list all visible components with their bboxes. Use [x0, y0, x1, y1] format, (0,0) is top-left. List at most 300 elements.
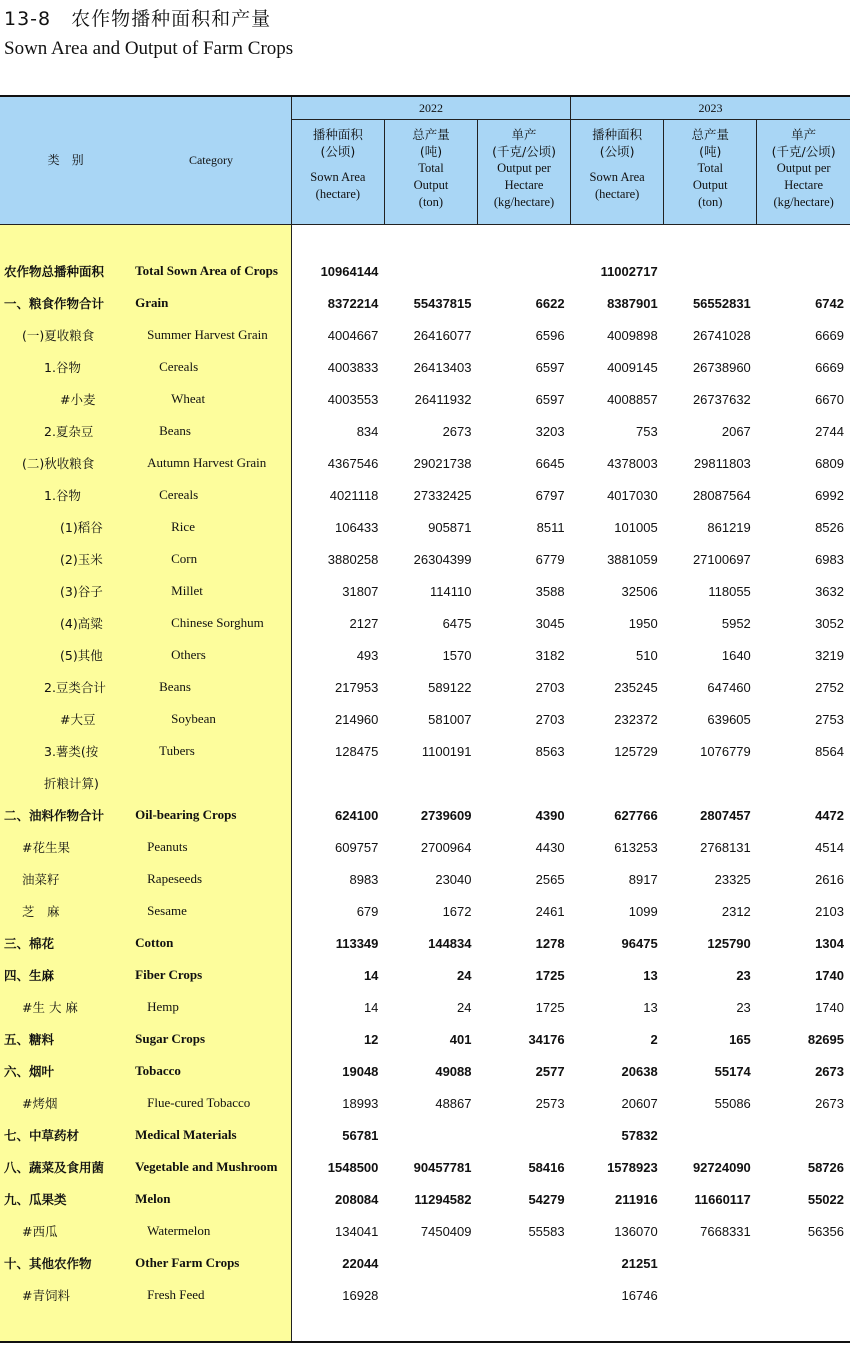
table-cell: 3052: [815, 615, 844, 631]
table-cell: 55022: [807, 1191, 844, 1207]
table-cell: 6597: [535, 359, 565, 375]
table-cell: 1570: [442, 647, 472, 663]
table-cell: [478, 1119, 571, 1151]
table-row: [0, 1279, 850, 1311]
table-cell: 613253: [614, 839, 658, 855]
table-row: [0, 319, 850, 351]
header-category-en: Category: [131, 96, 291, 225]
table-cell: 3219: [815, 647, 844, 663]
row-label-en: Beans: [131, 671, 291, 703]
table-row: [0, 991, 850, 1023]
header-year-2022: 2022: [291, 96, 570, 120]
table-cell: 2744: [815, 423, 844, 439]
row-label-cn: (二)秋收粮食: [0, 447, 131, 479]
row-label-cn: 一、粮食作物合计: [0, 287, 131, 319]
table-cell: [384, 1247, 477, 1279]
table-cell: [384, 255, 477, 287]
table-cell: 106433: [291, 511, 384, 543]
row-label-en: Cereals: [131, 479, 291, 511]
row-label-en: Peanuts: [131, 831, 291, 863]
table-row: [0, 927, 850, 959]
table-row: [0, 1151, 850, 1183]
row-label-en: Rice: [131, 511, 291, 543]
row-label-en: Cotton: [131, 927, 291, 959]
table-row: [0, 511, 850, 543]
table-cell: 7450409: [420, 1223, 472, 1239]
table-cell: [478, 1247, 571, 1279]
table-cell: 6809: [815, 455, 844, 471]
row-label-cn: 十、其他农作物: [0, 1247, 131, 1279]
table-cell: 2616: [815, 871, 844, 887]
row-label-cn: 四、生麻: [0, 959, 131, 991]
table-cell: 6779: [535, 551, 565, 567]
table-cell: 16928: [291, 1279, 384, 1311]
table-row: [0, 1215, 850, 1247]
table-cell: 48867: [435, 1095, 472, 1111]
table-cell: 56552831: [692, 295, 751, 311]
table-cell: 1950: [628, 615, 658, 631]
table-cell: 2127: [291, 607, 384, 639]
table-cell: [384, 1279, 477, 1311]
table-cell: [384, 1119, 477, 1151]
table-cell: 8917: [628, 871, 658, 887]
table-cell: [478, 255, 571, 287]
table-cell: 4004667: [291, 319, 384, 351]
table-cell: 1740: [815, 967, 844, 983]
table-cell: 26416077: [413, 327, 472, 343]
header-col-output-per-hectare: 单产 (千克/公顷) Output per Hectare (kg/hectare): [478, 120, 571, 225]
table-cell: [664, 767, 757, 799]
table-cell: 125790: [707, 935, 751, 951]
table-cell: 125729: [614, 743, 658, 759]
row-label-en: Soybean: [131, 703, 291, 735]
table-cell: 11294582: [414, 1191, 472, 1207]
row-label-en: Chinese Sorghum: [131, 607, 291, 639]
table-cell: 2: [650, 1031, 658, 1047]
row-label-en: Corn: [131, 543, 291, 575]
table-cell: 24: [457, 999, 472, 1015]
table-cell: 19048: [291, 1055, 384, 1087]
table-cell: 13: [643, 999, 658, 1015]
table-cell: 6992: [815, 487, 844, 503]
table-cell: 4367546: [291, 447, 384, 479]
row-label-en: Vegetable and Mushroom: [131, 1151, 291, 1183]
table-cell: [478, 767, 571, 799]
header-col-total-output: 总产量 (吨) Total Output (ton): [664, 120, 757, 225]
table-cell: [757, 1119, 850, 1151]
table-cell: 26411932: [414, 391, 472, 407]
table-row: [0, 543, 850, 575]
table-cell: 581007: [428, 711, 472, 727]
row-label-en: Medical Materials: [131, 1119, 291, 1151]
table-row: [0, 1119, 850, 1151]
table-cell: 14: [291, 991, 384, 1023]
table-row: [0, 959, 850, 991]
table-cell: 2312: [721, 903, 751, 919]
row-label-en: Hemp: [131, 991, 291, 1023]
row-label-cn: #花生果: [0, 831, 131, 863]
table-cell: 753: [635, 423, 658, 439]
table-cell: 3632: [815, 583, 844, 599]
table-cell: 55174: [714, 1063, 751, 1079]
table-cell: 7668331: [700, 1223, 751, 1239]
table-cell: 56781: [291, 1119, 384, 1151]
table-cell: 4430: [535, 839, 565, 855]
table-cell: [664, 1247, 757, 1279]
table-cell: 2739609: [420, 807, 472, 823]
table-cell: [664, 1119, 757, 1151]
table-cell: 232372: [614, 711, 658, 727]
table-row: [0, 863, 850, 895]
table-cell: 1304: [815, 935, 844, 951]
table-cell: 834: [291, 415, 384, 447]
table-row: [0, 351, 850, 383]
row-label-en: Fiber Crops: [131, 959, 291, 991]
table-cell: 26304399: [413, 551, 472, 567]
row-label-cn: 九、瓜果类: [0, 1183, 131, 1215]
table-cell: 1672: [442, 903, 472, 919]
row-label-cn: #大豆: [0, 703, 131, 735]
table-cell: [757, 767, 850, 799]
row-label-cn: 3.薯类(按: [0, 735, 131, 767]
table-row: [0, 1087, 850, 1119]
table-cell: 24: [457, 967, 472, 983]
table-cell: 208084: [291, 1183, 384, 1215]
table-cell: [757, 1247, 850, 1279]
table-cell: 235245: [614, 679, 658, 695]
table-cell: 8511: [536, 519, 565, 535]
table-cell: [478, 1279, 571, 1311]
table-row: [0, 639, 850, 671]
table-cell: 4017030: [607, 487, 658, 503]
row-label-en: [131, 767, 291, 799]
table-cell: 101005: [614, 519, 658, 535]
row-label-cn: (3)谷子: [0, 575, 131, 607]
table-cell: 1076779: [700, 743, 751, 759]
table-cell: 2067: [721, 423, 751, 439]
row-label-en: Millet: [131, 575, 291, 607]
table-cell: 26737632: [692, 391, 751, 407]
table-cell: 2752: [815, 679, 844, 695]
table-cell: 1100191: [421, 743, 472, 759]
table-row: [0, 383, 850, 415]
row-label-en: Sesame: [131, 895, 291, 927]
table-cell: 4008857: [607, 391, 658, 407]
table-cell: 20607: [621, 1095, 658, 1111]
row-label-en: Flue-cured Tobacco: [131, 1087, 291, 1119]
table-cell: 6983: [815, 551, 844, 567]
table-cell: 2565: [535, 871, 565, 887]
row-label-cn: 芝 麻: [0, 895, 131, 927]
table-cell: 8563: [535, 743, 565, 759]
table-cell: 114110: [430, 583, 472, 599]
table-cell: 58726: [807, 1159, 844, 1175]
table-cell: 861219: [707, 519, 751, 535]
table-cell: 3588: [535, 583, 565, 599]
table-cell: 165: [729, 1031, 751, 1047]
table-cell: 4472: [815, 807, 844, 823]
row-label-en: Rapeseeds: [131, 863, 291, 895]
table-cell: 3182: [535, 647, 565, 663]
table-cell: [757, 255, 850, 287]
table-cell: 2461: [535, 903, 565, 919]
spacer-row: [0, 225, 850, 256]
header-category-cn: 类 别: [0, 96, 131, 225]
table-cell: 624100: [291, 799, 384, 831]
table-row: [0, 1183, 850, 1215]
table-cell: 214960: [291, 703, 384, 735]
table-cell: 3881059: [607, 551, 658, 567]
table-cell: 16746: [621, 1287, 658, 1303]
table-cell: 1278: [535, 935, 565, 951]
table-cell: 8983: [291, 863, 384, 895]
table-cell: 2673: [442, 423, 472, 439]
table-cell: 23040: [435, 871, 472, 887]
row-label-en: Others: [131, 639, 291, 671]
table-cell: 905871: [428, 519, 472, 535]
table-row: [0, 447, 850, 479]
table-cell: 29021738: [413, 455, 472, 471]
table-cell: 56356: [807, 1223, 844, 1239]
row-label-en: Watermelon: [131, 1215, 291, 1247]
table-cell: 136070: [614, 1223, 658, 1239]
table-cell: [291, 767, 384, 799]
header-col-sown-area: 播种面积 (公顷) Sown Area (hectare): [291, 120, 384, 225]
row-label-cn: 2.夏杂豆: [0, 415, 131, 447]
table-cell: 34176: [528, 1031, 565, 1047]
table-cell: 31807: [291, 575, 384, 607]
table-cell: 3203: [535, 423, 565, 439]
row-label-cn: (2)玉米: [0, 543, 131, 575]
table-row: [0, 479, 850, 511]
table-cell: [664, 1279, 757, 1311]
table-cell: 6669: [815, 327, 844, 343]
table-cell: 5952: [721, 615, 751, 631]
row-label-en: Autumn Harvest Grain: [131, 447, 291, 479]
table-cell: 1640: [721, 647, 751, 663]
row-label-en: Oil-bearing Crops: [131, 799, 291, 831]
table-cell: 22044: [291, 1247, 384, 1279]
table-body: [0, 225, 850, 1343]
table-cell: 26738960: [692, 359, 751, 375]
table-cell: 401: [449, 1031, 472, 1047]
table-cell: 639605: [707, 711, 751, 727]
table-cell: 1725: [535, 999, 565, 1015]
row-label-en: Total Sown Area of Crops: [131, 255, 291, 287]
table-cell: 2703: [535, 711, 565, 727]
crops-table: [0, 95, 850, 1343]
row-label-en: Other Farm Crops: [131, 1247, 291, 1279]
row-label-cn: 油菜籽: [0, 863, 131, 895]
table-cell: 90457781: [413, 1159, 472, 1175]
table-cell: 4003553: [291, 383, 384, 415]
table-header: [0, 96, 850, 225]
table-title-cn: 13-8 农作物播种面积和产量: [4, 8, 272, 30]
table-cell: 493: [291, 639, 384, 671]
table-cell: 6742: [815, 295, 844, 311]
table-cell: 144834: [428, 935, 472, 951]
table-row: [0, 671, 850, 703]
table-cell: 20638: [621, 1063, 658, 1079]
table-cell: 11002717: [600, 263, 658, 279]
table-cell: 2768131: [700, 839, 751, 855]
table-cell: 8372214: [291, 287, 384, 319]
table-cell: 1740: [815, 999, 844, 1015]
table-cell: 2807457: [700, 807, 751, 823]
table-cell: 2573: [535, 1095, 565, 1111]
table-cell: 4009898: [607, 327, 658, 343]
table-row: [0, 1023, 850, 1055]
table-cell: 54279: [528, 1191, 565, 1207]
table-cell: 10964144: [291, 255, 384, 287]
table-cell: 29811803: [693, 455, 751, 471]
table-row: [0, 735, 850, 767]
table-cell: 49088: [435, 1063, 472, 1079]
row-label-en: Tubers: [131, 735, 291, 767]
table-cell: 26741028: [692, 327, 751, 343]
row-label-en: Beans: [131, 415, 291, 447]
table-cell: 6596: [535, 327, 565, 343]
row-label-cn: 三、棉花: [0, 927, 131, 959]
row-label-en: Melon: [131, 1183, 291, 1215]
row-label-cn: 五、糖料: [0, 1023, 131, 1055]
row-label-en: Cereals: [131, 351, 291, 383]
row-label-cn: #烤烟: [0, 1087, 131, 1119]
row-label-cn: 六、烟叶: [0, 1055, 131, 1087]
table-cell: 6475: [442, 615, 472, 631]
row-label-cn: 折粮计算): [0, 767, 131, 799]
row-label-cn: #生 大 麻: [0, 991, 131, 1023]
table-cell: 4378003: [607, 455, 658, 471]
table-cell: 679: [291, 895, 384, 927]
table-row: [0, 767, 850, 799]
table-cell: 12: [291, 1023, 384, 1055]
row-label-cn: (5)其他: [0, 639, 131, 671]
table-cell: 2673: [815, 1095, 844, 1111]
table-cell: 6669: [815, 359, 844, 375]
row-label-en: Wheat: [131, 383, 291, 415]
row-label-cn: 二、油料作物合计: [0, 799, 131, 831]
table-cell: [571, 767, 664, 799]
table-cell: 11660117: [694, 1191, 751, 1207]
table-cell: 4003833: [291, 351, 384, 383]
row-label-cn: 2.豆类合计: [0, 671, 131, 703]
header-year-2023: 2023: [571, 96, 850, 120]
row-label-en: Sugar Crops: [131, 1023, 291, 1055]
table-cell: 21251: [621, 1255, 658, 1271]
table-cell: 8526: [815, 519, 844, 535]
table-cell: 217953: [291, 671, 384, 703]
row-label-en: Summer Harvest Grain: [131, 319, 291, 351]
table-cell: 2753: [815, 711, 844, 727]
table-cell: 118055: [708, 583, 751, 599]
table-cell: 8564: [815, 743, 844, 759]
table-cell: 6645: [535, 455, 565, 471]
table-cell: 647460: [707, 679, 751, 695]
table-cell: 57832: [621, 1127, 658, 1143]
table-cell: 6597: [535, 391, 565, 407]
table-cell: 4009145: [607, 359, 658, 375]
row-label-cn: #青饲料: [0, 1279, 131, 1311]
table-cell: 113349: [291, 927, 384, 959]
table-cell: 2103: [815, 903, 844, 919]
table-cell: 82695: [807, 1031, 844, 1047]
table-cell: 510: [635, 647, 658, 663]
table-cell: 1548500: [291, 1151, 384, 1183]
table-row: [0, 255, 850, 287]
table-cell: 32506: [621, 583, 658, 599]
table-cell: 4021118: [291, 479, 384, 511]
table-cell: 55086: [714, 1095, 751, 1111]
table-cell: 92724090: [692, 1159, 751, 1175]
row-label-cn: 八、蔬菜及食用菌: [0, 1151, 131, 1183]
table-cell: 128475: [291, 735, 384, 767]
table-cell: 2577: [535, 1063, 565, 1079]
table-cell: 55583: [528, 1223, 565, 1239]
table-cell: 4514: [815, 839, 844, 855]
header-col-sown-area: 播种面积 (公顷) Sown Area (hectare): [571, 120, 664, 225]
table-row: [0, 1055, 850, 1087]
table-cell: 96475: [621, 935, 658, 951]
table-cell: 6797: [535, 487, 565, 503]
row-label-cn: #西瓜: [0, 1215, 131, 1247]
table-cell: 1725: [535, 967, 565, 983]
row-label-cn: #小麦: [0, 383, 131, 415]
table-row: [0, 607, 850, 639]
table-cell: 3880258: [291, 543, 384, 575]
table-cell: 6622: [535, 295, 565, 311]
spacer-row: [0, 1311, 850, 1342]
row-label-en: Grain: [131, 287, 291, 319]
table-cell: 1099: [628, 903, 658, 919]
table-row: [0, 895, 850, 927]
header-col-output-per-hectare: 单产 (千克/公顷) Output per Hectare (kg/hectare): [757, 120, 850, 225]
table-cell: 58416: [528, 1159, 565, 1175]
row-label-cn: (一)夏收粮食: [0, 319, 131, 351]
table-cell: [384, 767, 477, 799]
table-row: [0, 575, 850, 607]
table-row: [0, 1247, 850, 1279]
row-label-cn: 七、中草药材: [0, 1119, 131, 1151]
row-label-cn: 1.谷物: [0, 479, 131, 511]
table-row: [0, 831, 850, 863]
row-label-cn: (1)稻谷: [0, 511, 131, 543]
table-cell: 13: [643, 967, 658, 983]
table-cell: 28087564: [692, 487, 751, 503]
table-title-en: Sown Area and Output of Farm Crops: [4, 38, 294, 59]
table-cell: 1578923: [607, 1159, 658, 1175]
table-cell: 55437815: [413, 295, 472, 311]
table-cell: 2703: [535, 679, 565, 695]
table-cell: 589122: [428, 679, 472, 695]
table-row: [0, 799, 850, 831]
table-cell: 211916: [615, 1191, 658, 1207]
table-cell: 27100697: [692, 551, 751, 567]
table-cell: 26413403: [413, 359, 472, 375]
table-cell: 6670: [815, 391, 844, 407]
table-cell: [664, 255, 757, 287]
row-label-cn: 农作物总播种面积: [0, 255, 131, 287]
row-label-cn: 1.谷物: [0, 351, 131, 383]
table-cell: 134041: [291, 1215, 384, 1247]
table-row: [0, 287, 850, 319]
header-col-total-output: 总产量 (吨) Total Output (ton): [384, 120, 477, 225]
table-row: [0, 703, 850, 735]
table-cell: 23: [736, 999, 751, 1015]
table-cell: 23: [736, 967, 751, 983]
table-cell: 2673: [815, 1063, 844, 1079]
row-label-en: Fresh Feed: [131, 1279, 291, 1311]
